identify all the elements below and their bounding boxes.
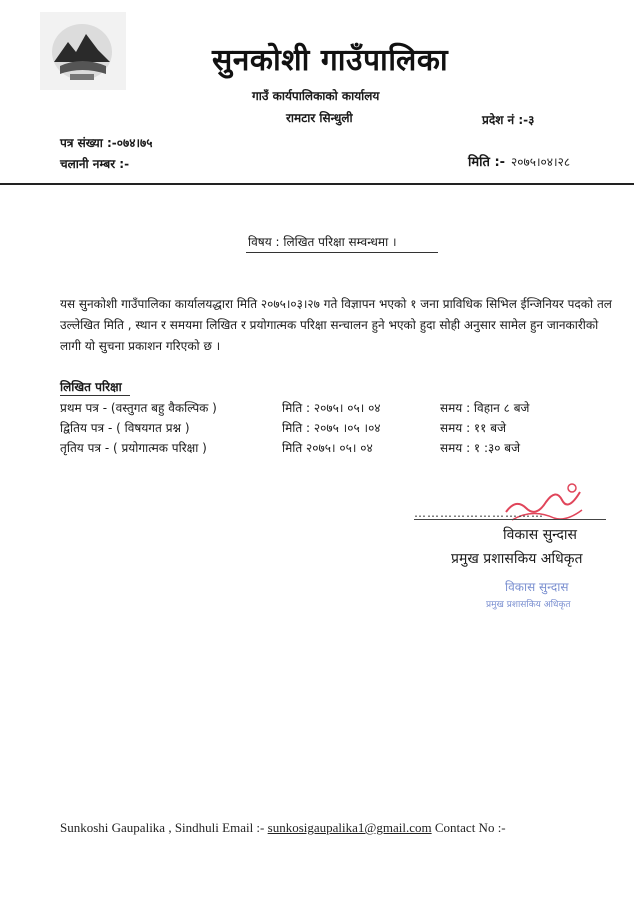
letter-date (468, 152, 570, 170)
paper-name: द्वितिय पत्र - ( विषयगत प्रश्न ) (60, 421, 190, 435)
paper-time: समय : ११ बजे (440, 421, 506, 435)
officer-name: विकास सुन्दास (503, 527, 578, 543)
exam-heading-underline (60, 395, 130, 396)
letter-number: पत्र संख्या :-०७४।७५ (60, 136, 153, 150)
paper-name: तृतिय पत्र - ( प्रयोगात्मक परिक्षा ) (60, 441, 207, 455)
subject-line: विषय : लिखित परिक्षा सम्वन्धमा । (248, 235, 397, 249)
paper-date: मिति : २०७५ ।०५ ।०४ (282, 421, 381, 435)
paper-date: मिति : २०७५। ०५। ०४ (282, 401, 381, 415)
notice-body: यस सुनकोशी गाउँपालिका कार्यालयद्धारा मिति २०७५।०३।२७ गते विज्ञापन भएको १ जना प्राविधिक सिभिल ईन्जिनियर पदको तल उल्लेखित मिति , स्थान र समयमा लिखित र प्रयोगात्मक परिक्षा सन्चालन हुने भएको हुदा सोही अनुसार सामेल हुन जानकारीको लागी यो सुचना प्रकाशन गरिएको छ । (60, 297, 612, 353)
paper-date: मिति २०७५। ०५। ०४ (282, 441, 373, 455)
date-value: २०७५।०४।२८ (511, 155, 571, 169)
exam-heading: लिखित परिक्षा (60, 380, 122, 394)
footer-email-link[interactable]: sunkosigaupalika1@gmail.com (267, 820, 432, 835)
government-emblem-icon (40, 12, 126, 90)
paper-time: समय : विहान ८ बजे (440, 401, 530, 415)
paper-time: समय : १ :३० बजे (440, 441, 521, 455)
stamp-name: विकास सुन्दास (505, 580, 569, 594)
office-name: गाउँ कार्यपालिकाको कार्यालय (252, 89, 380, 103)
footer (60, 820, 506, 836)
province-number: प्रदेश नं :-३ (482, 113, 535, 127)
signature-dots: ………………………… (414, 506, 544, 520)
organization-name: सुनकोशी गाउँपालिका (212, 43, 449, 78)
paper-name: प्रथम पत्र - (वस्तुगत बहु वैकल्पिक ) (60, 401, 217, 415)
subject-underline (246, 252, 438, 253)
signature-line (414, 519, 606, 520)
footer-contact: Contact No :- (431, 820, 506, 835)
office-address: रामटार सिन्धुली (286, 111, 353, 125)
footer-address: Sunkoshi Gaupalika , Sindhuli Email :- (60, 820, 268, 835)
dispatch-number: चलानी नम्बर :- (60, 157, 130, 171)
officer-title: प्रमुख प्रशासकिय अधिकृत (451, 551, 583, 567)
date-label: मिति :- (468, 155, 506, 170)
header-divider (0, 183, 634, 185)
stamp-title: प्रमुख प्रशासकिय अधिकृत (486, 600, 571, 610)
